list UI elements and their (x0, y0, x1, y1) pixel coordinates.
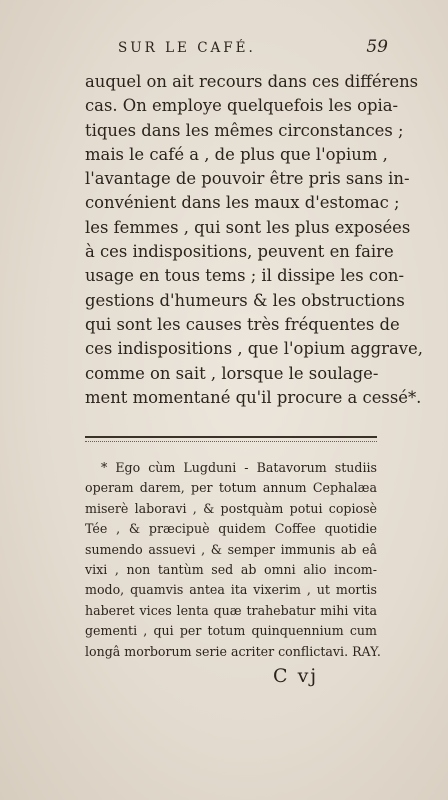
footnote-line: * Ego cùm Lugduni - Batavorum studiis (101, 460, 377, 475)
text-line: usage en tous tems ; il dissipe les con- (85, 266, 405, 286)
text-line: ment momentané qu'il procure a cessé*. (85, 387, 422, 407)
text-line: ces indispositions , que l'opium aggrave, (85, 339, 423, 359)
footnote-line: operam darem, per totum annum Cephalæa (85, 480, 377, 496)
text-line: comme on sait , lorsque le soulage- (85, 363, 379, 383)
running-head: SUR LE CAFÉ. (118, 40, 256, 56)
footnote-rule-dotted (85, 441, 377, 443)
footnote-line: modo, quamvis antea ita vixerim , ut mortis (85, 582, 377, 598)
text-line: tiques dans les mêmes circonstances ; (85, 120, 404, 140)
text-line: gestions d'humeurs & les obstructions (85, 290, 405, 310)
footnote-line: sumendo assuevi , & semper immunis ab eâ (85, 541, 377, 557)
footnote (85, 458, 381, 662)
text-line: qui sont les causes très fréquentes de (85, 314, 400, 334)
main-text (85, 70, 423, 410)
text-line: convénient dans les maux d'estomac ; (85, 193, 400, 213)
text-line: cas. On employe quelquefois les opia- (85, 96, 399, 116)
footnote-line: haberet vices lenta quæ trahebatur mihi vita (85, 602, 377, 618)
footnote-line: Tée , & præcipuè quidem Coffee quotidie (85, 521, 377, 537)
text-line: à ces indispositions, peuvent en faire (85, 242, 394, 262)
text-line: les femmes , qui sont les plus exposées (85, 217, 411, 237)
page-number: 59 (366, 37, 388, 57)
text-line: auquel on ait recours dans ces différens (85, 72, 419, 91)
text-line: l'avantage de pouvoir être pris sans in- (85, 169, 410, 189)
footnote-line: longâ morborum serie acriter conflictavi. RAY. (85, 643, 381, 659)
footnote-line: miserè laboravi , & postquàm potui copiosè (85, 500, 377, 516)
footnote-line: vixi , non tantùm sed ab omni alio incom- (85, 562, 377, 578)
page-header (118, 37, 388, 64)
text-line: mais le café a , de plus que l'opium , (85, 144, 388, 164)
footnote-line: gementi , qui per totum quinquennium cum (85, 623, 377, 639)
signature-mark: C vj (273, 665, 319, 687)
